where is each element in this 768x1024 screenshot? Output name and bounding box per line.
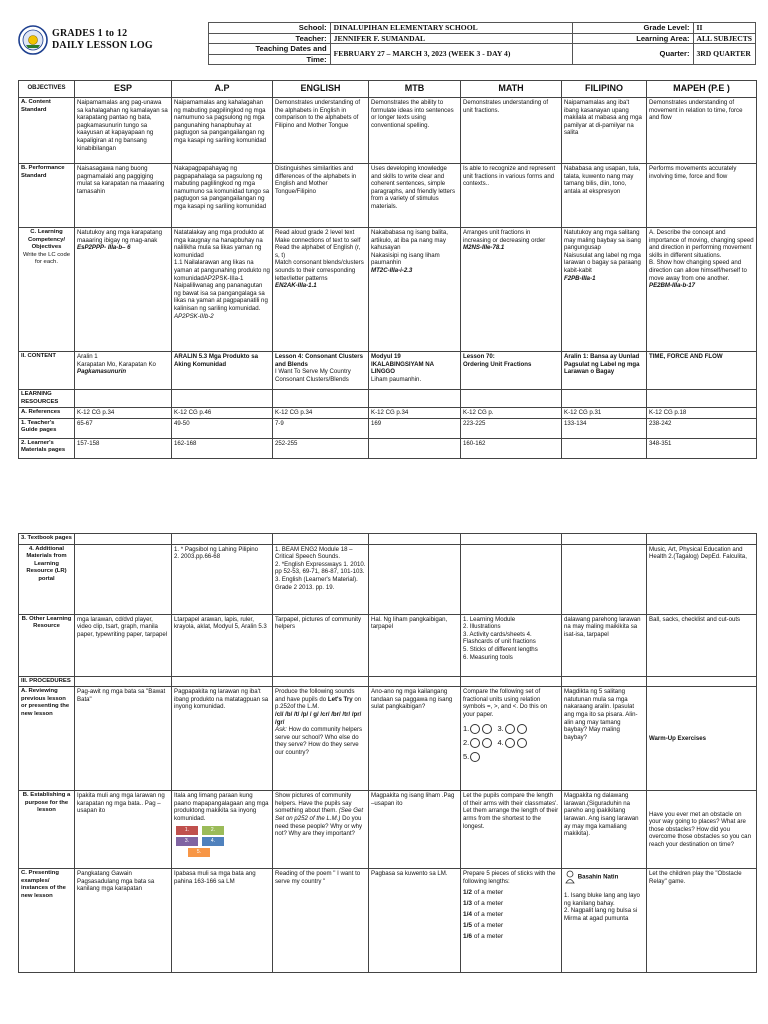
row-label: B. Establishing a purpose for the lesson [19, 791, 75, 869]
cell-mtb [369, 534, 461, 545]
cell-text: Prepare 5 pieces of sticks with the following lengths: [463, 870, 556, 885]
cell-mapeh [647, 676, 757, 687]
cell-mtb: Demonstrates the ability to formulate ideas into sentences or longer texts using conventional spelling. [369, 98, 461, 164]
cell-ap [172, 534, 273, 545]
item-number: 5. [463, 751, 470, 761]
cell-mapeh: 238-242 [647, 418, 757, 438]
cell-math [461, 544, 562, 614]
cell-line: Read the alphabet of English (r, s, t) [275, 244, 361, 259]
cell-mapeh [647, 534, 757, 545]
fraction-circle-icon [505, 724, 515, 734]
cell-filipino: Magpakita ng dalawang larawan.(Siguraduhin na pareho ang ipakikitang larawan. Ang isang larawan ay may mga kamaliang makikita). [562, 791, 647, 869]
cell-math [461, 352, 562, 390]
cell-line: Pagsulat ng Label ng mga Larawan o Bagay [564, 360, 640, 376]
row-label [19, 228, 75, 352]
cell-mapeh [647, 390, 757, 408]
cell-line: 2. 2003.pp.66-68 [174, 553, 221, 561]
cell-line: 2. *English Expressways 1. 2010. pp 52-53, 69-71, 86-87, 101-103. [275, 560, 366, 576]
cell-line: Pagkamasunurin [77, 368, 127, 376]
cell-line: Liham paumanhin. [371, 375, 422, 383]
cell-math: Is able to recognize and represent unit fractions in various forms and contexts.. [461, 164, 562, 228]
cell-line: 3. English (Learner's Material). Grade 2 2013. pp. 19. [275, 575, 358, 591]
learning-resources-row [19, 390, 757, 408]
column-header-objectives: OBJECTIVES [19, 81, 75, 98]
stick-fraction: 1/2 [463, 889, 473, 897]
reviewing-row [19, 687, 757, 791]
cell-mtb: Ano-ano ng mga kailangang tandaan sa paggawa ng isang sulat pangkaibigan? [369, 687, 461, 791]
cell-mapeh: TIME, FORCE AND FLOW [647, 352, 757, 390]
cell-esp [75, 390, 172, 408]
cell-ap: ARALIN 5.3 Mga Produkto sa Aking Komunidad [172, 352, 273, 390]
school-label: School: [209, 23, 331, 34]
cell-line: 1. Learning Module [463, 615, 516, 623]
dates-label-1: Teaching Dates and [209, 44, 331, 55]
lc-code: EsP2PPP- IIIa-b– 6 [77, 244, 131, 252]
cell-esp: Pag-awit ng mga bata sa "Bawat Bata" [75, 687, 172, 791]
cell-line: I Want To Serve My Country Consonant Clusters/Blends [275, 368, 351, 383]
cell-line: B. Show how changing speed and direction can allow himself/herself to move away from one another. [649, 259, 747, 282]
cell-line: Lesson 4: Consonant Clusters and Blends [275, 353, 364, 368]
lc-code: F2PB-IIIa-1 [564, 274, 596, 282]
stick-item [463, 931, 559, 942]
cell-filipino: Magdikta ng 5 salitang natutunan mula sa mga nakaraang aralin. Ipasulat ang mga ito sa pisara. Alin-alin ang may tamang baybay? May maling baybay? [562, 687, 647, 791]
lc-code: PE2BM-IIIa-b-17 [649, 282, 696, 290]
lesson-log-sheet-2 [18, 533, 756, 973]
cell-line: IKALABINGSIYAM NA LINGGO [371, 360, 434, 376]
chip-3: 3. [176, 837, 198, 846]
cell-english [273, 390, 369, 408]
sounds-list: /cl/ /b/ /t/ /p/ / g/ /cr/ /br/ /tr/ /pr/ /gr/ [275, 710, 362, 726]
cell-line: Nakasisipi ng isang liham paumanhin [371, 251, 440, 267]
cell-line: 5. Sticks of different lengths [463, 645, 538, 653]
chip-4: 4. [202, 837, 224, 846]
stick-item [463, 887, 559, 898]
cell-math [461, 869, 562, 973]
header [18, 22, 756, 80]
cell-line: 6. Measuring tools [463, 653, 513, 661]
cell-line: Karapatan Mo, Karapatan Ko [77, 360, 156, 368]
row-label-line: Write the LC code for each. [22, 251, 71, 266]
basahin-title: Basahin Natin [577, 873, 619, 881]
cell-esp: Ipakita muli ang mga larawan ng karapatan ng mga bata.. Pag –usapan ito [75, 791, 172, 869]
cell-line: Natutukoy ang mga karapatang maaaring ibigay ng mag-anak [77, 229, 163, 244]
title-line-1: GRADES 1 to 12 [52, 28, 128, 39]
cell-filipino [562, 544, 647, 614]
cell-mtb: Hal. Ng liham pangkaibigan, tarpapel [369, 614, 461, 676]
lesson-table-2 [18, 533, 757, 973]
cell-line: A. Describe the concept and importance of moving, changing speed and direction in performing movement skills in different situations. [649, 229, 754, 259]
cell-line: Nakababasa ng isang balita, artikulo, at iba pa nang may kahusayan [371, 229, 448, 252]
cell-esp: K-12 CG p.34 [75, 408, 172, 419]
cell-mapeh: Music, Art, Physical Education and Health 2.(Tagalog) DepEd. Falculita, [647, 544, 757, 614]
cell-ap [172, 676, 273, 687]
lc-code: MT2C-IIIa-i-2.3 [371, 266, 413, 274]
cell-english: 7-9 [273, 418, 369, 438]
cell-mapeh: Warm-Up Exercises [647, 687, 757, 791]
cell-line: Aralin 1: Bansa ay Uunlad [564, 353, 640, 360]
stick-label: of a meter [473, 922, 504, 930]
cell-line: Arranges unit fractions in increasing or decreasing order [463, 229, 546, 244]
chip-2: 2. [202, 826, 224, 835]
cell-ap: Naipamamalas ang kahalagahan ng mabuting pagpilingkod ng mga namumuno sa pagsulong ng mga pangunahing hanapbuhay at pagtugon sa pangangailangan ng mga kasapi ng sariling komunidad [172, 98, 273, 164]
info-table [208, 22, 756, 65]
fraction-circle-icon [482, 724, 492, 734]
column-header-esp: ESP [75, 81, 172, 98]
dates-value: FEBRUARY 27 – MARCH 3, 2023 (WEEK 3 - DAY 4) [330, 44, 572, 65]
fraction-circle-icon [505, 738, 515, 748]
cell-english: K-12 CG p.34 [273, 408, 369, 419]
cell-ap: Ltarpapel arawan, lapis, ruler, krayola, aklat, Modyul 5, Aralin 5.3 [172, 614, 273, 676]
quarter-label: Quarter: [573, 44, 693, 65]
stick-item [463, 920, 559, 931]
cell-ap: Pagpapakita ng larawan ng iba't ibang produkto na matatagpuan sa inyong komunidad. [172, 687, 273, 791]
cell-math [461, 676, 562, 687]
cell-english: Distinguishes similarities and differences of the alphabets in English and Mother Tongue/Filipino [273, 164, 369, 228]
cell-line: 1. * Pagsibol ng Lahing Pilipino [174, 545, 259, 553]
cell-mtb: K-12 CG p.34 [369, 408, 461, 419]
cell-english: Tarpapel, pictures of community helpers [273, 614, 369, 676]
fraction-circle-icon [482, 738, 492, 748]
references-row [19, 408, 757, 419]
cell-filipino: Naipamamalas ang iba't ibang kasanayan upang makilala at mabasa ang mga pamilyar at di-pamilyar na salita [562, 98, 647, 164]
cell-line: 2. Nagpalit lang ng bulsa si Mirma at agad pumunta [564, 907, 638, 922]
row-label: 1. Teacher's Guide pages [19, 418, 75, 438]
grade-value: II [693, 23, 756, 34]
cell-math: Demonstrates understanding of unit fractions. [461, 98, 562, 164]
document-title [52, 28, 153, 52]
title-line-2: DAILY LESSON LOG [52, 40, 153, 51]
cell-ap [172, 544, 273, 614]
cell-ap: 49-50 [172, 418, 273, 438]
stick-label: of a meter [473, 889, 504, 897]
stick-label: of a meter [473, 911, 504, 919]
lc-code: AP2PSK-IIIb-2 [174, 312, 214, 320]
cell-filipino [562, 534, 647, 545]
cell-line: Lesson 70: [463, 353, 495, 360]
cell-ap: Nakapagpapahayag ng pagpapahalaga sa pagsulong ng mabuting paglilingkod ng mga namumuno sa komunidad tungo sa pagtugon sa pangangailangan ng mga kasapi ng sariling komunidad [172, 164, 273, 228]
cell-ap [172, 791, 273, 869]
cell-esp [75, 228, 172, 352]
competency-row [19, 228, 757, 352]
additional-materials-row [19, 544, 757, 614]
cell-filipino [562, 676, 647, 687]
cell-english [273, 544, 369, 614]
cell-line: 1. Isang bluke lang ang layo ng kanilang bahay. [564, 892, 640, 907]
column-header-filipino: FILIPINO [562, 81, 647, 98]
row-label: 4. Additional Materials from Learning Resource (LR) portal [19, 544, 75, 614]
basahin-header [564, 870, 644, 884]
cell-math: 223-225 [461, 418, 562, 438]
cell-mtb [369, 390, 461, 408]
cell-math [461, 228, 562, 352]
stick-label: of a meter [473, 900, 504, 908]
cell-mtb [369, 544, 461, 614]
lesson-log-sheet-1 [18, 22, 756, 459]
cell-line: Natutukoy ang mga salitang may maling baybay sa isang pangungusap [564, 229, 641, 252]
cell-esp: Naisasagawa nang buong pagmamalaki ang paggiging mulat sa karapatan na maaaring tamasahin [75, 164, 172, 228]
cell-ap [172, 228, 273, 352]
stick-item [463, 909, 559, 920]
cell-line: 1.1 Nailalarawan ang likas na yaman at pangunahing produkto ng komunidadAP2PSK-IIIa-1 [174, 259, 270, 282]
cell-text: How do community helpers serve our school? Who else do they serve? How do they serve our country? [275, 726, 363, 756]
reading-child-icon [564, 870, 576, 884]
stick-fraction: 1/5 [463, 922, 473, 930]
cell-line: Ordering Unit Fractions [463, 360, 532, 368]
lesson-table-1 [18, 80, 757, 459]
fraction-circle-icon [470, 738, 480, 748]
cell-mtb: Magpakita ng isang liham .Pag –usapan ito [369, 791, 461, 869]
column-header-row [19, 81, 757, 98]
column-header-english: ENGLISH [273, 81, 369, 98]
cell-ap [172, 390, 273, 408]
establishing-row [19, 791, 757, 869]
cell-text: Show pictures of community helpers. Have the pupils say something about them. [275, 792, 352, 815]
cell-line: 1. BEAM ENG2 Module 18 – Critical Speech Sounds. [275, 545, 353, 561]
deped-seal-icon [18, 25, 48, 55]
fraction-circle-icon [470, 724, 480, 734]
dates-label-2: Time: [209, 54, 331, 65]
cell-ap: Ipabasa muli sa mga bata ang pahina 163-166 sa LM [172, 869, 273, 973]
cell-english [273, 687, 369, 791]
cell-esp [75, 534, 172, 545]
presenting-row [19, 869, 757, 973]
cell-esp: mga larawan, cd/dvd player, video clip, tsart, graph, manila paper, typewriting paper, tarpapel [75, 614, 172, 676]
chip-5: 5. [188, 848, 210, 857]
cell-english [273, 676, 369, 687]
cell-mapeh: Have you ever met an obstacle on your way going to places? What are those obstacles? How did you overcome those obstacles so you can reach your destination on time? [647, 791, 757, 869]
row-label: A. References [19, 408, 75, 419]
content-standard-row [19, 98, 757, 164]
quarter-value: 3RD QUARTER [693, 44, 756, 65]
cell-math [461, 534, 562, 545]
row-label: B. Other Learning Resource [19, 614, 75, 676]
cell-line: Modyul 19 [371, 353, 401, 360]
cell-text: Compare the following set of fractional units using relation symbols =, >, and <. Do this on your paper. [463, 688, 548, 718]
cell-esp: Pangkatang Gawain Pagsasadulang mga bata sa kanilang mga karapatan [75, 869, 172, 973]
column-header-ap: A.P [172, 81, 273, 98]
cell-english [273, 791, 369, 869]
cell-text: on p.252of the L.M. [275, 695, 362, 711]
cell-math: K-12 CG p. [461, 408, 562, 419]
school-value: DINALUPIHAN ELEMENTARY SCHOOL [330, 23, 572, 34]
cell-line: Read aloud grade 2 level text [275, 229, 355, 236]
lets-try-label: Let's Try [327, 695, 353, 703]
cell-ap: 162-168 [172, 438, 273, 458]
cell-mapeh: K-12 CG p.18 [647, 408, 757, 419]
item-number: 1. [463, 723, 470, 733]
row-label: B. Performance Standard [19, 164, 75, 228]
cell-english [273, 534, 369, 545]
fraction-compare-items [463, 722, 559, 764]
cell-mtb: 169 [369, 418, 461, 438]
ask-label: Ask: [275, 726, 287, 734]
cell-mtb [369, 228, 461, 352]
stick-list [463, 887, 559, 942]
row-label: 2. Learner's Materials pages [19, 438, 75, 458]
cell-english [273, 352, 369, 390]
column-header-math: MATH [461, 81, 562, 98]
learners-materials-row [19, 438, 757, 458]
cell-filipino: Nababasa ang usapan, tula, talata, kuwento nang may tamang bilis, diin, tono, antala at ekspresyon [562, 164, 647, 228]
numbered-chips [174, 825, 270, 858]
cell-filipino [562, 390, 647, 408]
row-label: II. CONTENT [19, 352, 75, 390]
cell-filipino [562, 228, 647, 352]
cell-esp [75, 676, 172, 687]
cell-ap: K-12 CG p.46 [172, 408, 273, 419]
other-resources-row [19, 614, 757, 676]
cell-mapeh [647, 228, 757, 352]
cell-math: Let the pupils compare the length of their arms with their classmates'. Let them arrange the length of their arms from the shortest to the longest. [461, 791, 562, 869]
row-label: C. Presenting examples/ instances of the new lesson [19, 869, 75, 973]
cell-mapeh: Ball, sacks, checklist and cut-outs [647, 614, 757, 676]
column-header-mtb: MTB [369, 81, 461, 98]
teachers-guide-row [19, 418, 757, 438]
row-label: LEARNING RESOURCES [19, 390, 75, 408]
textbook-row [19, 534, 757, 545]
grade-label: Grade Level: [573, 23, 693, 34]
cell-line: Natatalakay ang mga produkto at mga kaugnay na hanapbuhay na nalilikha mula sa likas yaman ng komunidad [174, 229, 264, 259]
cell-filipino: 133-134 [562, 418, 647, 438]
row-label: A. Content Standard [19, 98, 75, 164]
cell-mtb: Uses developing knowledge and skills to write clear and coherent sentences, simple paragraphs, and friendly letters from a variety of stimulus materials. [369, 164, 461, 228]
cell-mtb [369, 352, 461, 390]
cell-line: Flashcards of unit fractions [463, 638, 536, 646]
item-number: 4. [497, 737, 504, 747]
cell-line: 2. Illustrations [463, 623, 501, 631]
area-label: Learning Area: [573, 33, 693, 44]
column-header-mapeh: MAPEH (P.E ) [647, 81, 757, 98]
cell-text: (See Get Set on p252 of the L.M.) [275, 807, 364, 822]
teacher-value: JENNIFER F. SUMANDAL [330, 33, 572, 44]
cell-english: Reading of the poem " I want to serve my country " [273, 869, 369, 973]
cell-text: Do you need these people? Why or why not? Why are they important? [275, 814, 363, 838]
cell-line: Aralin 1 [77, 353, 98, 360]
cell-filipino: dalawang parehong larawan na may maling maikikita sa isat-isa, tarpapel [562, 614, 647, 676]
item-number: 3. [497, 723, 504, 733]
lc-code: EN2AK-IIIa-1.1 [275, 282, 317, 290]
row-label: A. Reviewing previous lesson or presenting the new lesson [19, 687, 75, 791]
cell-math [461, 687, 562, 791]
performance-standard-row [19, 164, 757, 228]
chip-1: 1. [176, 826, 198, 835]
cell-math [461, 390, 562, 408]
cell-esp: 157-158 [75, 438, 172, 458]
cell-line: 3. Activity cards/sheets 4. [463, 630, 532, 638]
stick-item [463, 898, 559, 909]
cell-english: 252-255 [273, 438, 369, 458]
row-label-line: C. Learning Competency/ Objectives [28, 229, 65, 251]
cell-esp: Naipamamalas ang pag-unawa sa kahalagahan ng kamalayan sa karapatang pantao ng bata, pagkamasunurin tungo sa kaayusan at kapayapaan ng kapaligiran at ng bansang kinabibilangan [75, 98, 172, 164]
area-value: ALL SUBJECTS [693, 33, 756, 44]
cell-mtb: Pagbasa sa kuwento sa LM. [369, 869, 461, 973]
lc-code: M2NS-IIIe-78.1 [463, 244, 505, 252]
cell-english: Demonstrates understanding of the alphabets in English in comparison to the alphabets of Filipino and Mother Tongue [273, 98, 369, 164]
cell-line: Match consonant blends/clusters sounds to their corresponding letter/letter patterns [275, 259, 364, 282]
item-number: 2. [463, 737, 470, 747]
fraction-circle-icon [517, 724, 527, 734]
cell-mapeh: 348-351 [647, 438, 757, 458]
cell-filipino [562, 352, 647, 390]
cell-mapeh: Performs movements accurately involving time, force and flow [647, 164, 757, 228]
procedures-row [19, 676, 757, 687]
cell-esp [75, 352, 172, 390]
cell-mapeh: Demonstrates understanding of movement in relation to time, force and flow [647, 98, 757, 164]
cell-filipino: K-12 CG p.31 [562, 408, 647, 419]
stick-fraction: 1/3 [463, 900, 473, 908]
cell-filipino [562, 869, 647, 973]
cell-text: Produce the following sounds and have pupils do [275, 688, 355, 703]
fraction-circle-icon [517, 738, 527, 748]
cell-line: Naisusulat ang label ng mga larawan o bagay sa paraang kabit-kabit [564, 251, 641, 274]
cell-line: Naipaliliwanag ang pananagutan ng bawat isa sa pangangalaga sa likas na yaman at pagpapanatili ng kalinisan ng sariling komunidad. [174, 282, 268, 312]
cell-english [273, 228, 369, 352]
cell-mtb [369, 438, 461, 458]
stick-fraction: 1/4 [463, 911, 473, 919]
cell-text: Itala ang limang paraan kung paano mapapangalagaan ang mga produktong makikita sa inyong komunidad. [174, 792, 269, 822]
cell-mtb [369, 676, 461, 687]
teacher-label: Teacher: [209, 33, 331, 44]
cell-math [461, 614, 562, 676]
stick-fraction: 1/6 [463, 933, 473, 941]
cell-mapeh: Let the children play the "Obstacle Relay" game. [647, 869, 757, 973]
row-label: 3. Textbook pages [19, 534, 75, 545]
stick-label: of a meter [473, 933, 504, 941]
fraction-circle-icon [470, 752, 480, 762]
cell-esp [75, 544, 172, 614]
cell-filipino [562, 438, 647, 458]
cell-line: Make connections of text to self [275, 236, 361, 244]
content-row [19, 352, 757, 390]
row-label: III. PROCEDURES [19, 676, 75, 687]
cell-math: 160-162 [461, 438, 562, 458]
cell-esp: 65-67 [75, 418, 172, 438]
